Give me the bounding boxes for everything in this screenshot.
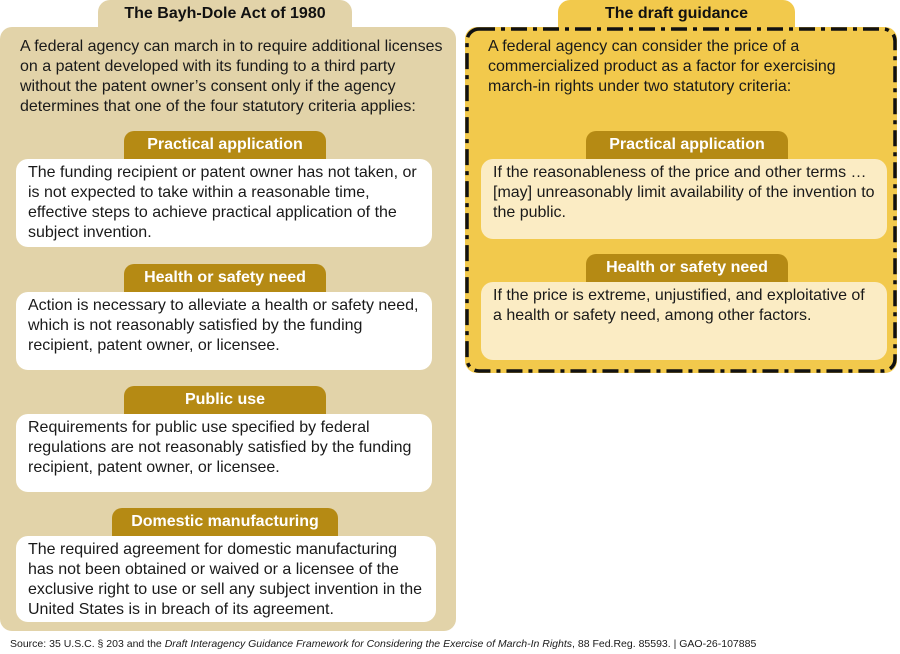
source-prefix: Source: 35 U.S.C. § 203 and the bbox=[10, 638, 165, 650]
draft-guidance-title-tab bbox=[558, 0, 795, 28]
bayh-dole-label-health-safety: Health or safety need bbox=[124, 264, 326, 292]
bayh-dole-title: The Bayh-Dole Act of 1980 bbox=[124, 5, 326, 22]
bayh-dole-text-public-use: Requirements for public use specified by federal regulations are not reasonably satisfied by the funding recipient, patent owner, or licensee. bbox=[16, 414, 432, 492]
bayh-dole-title-tab bbox=[98, 0, 352, 28]
bayh-dole-text-practical-application: The funding recipient or patent owner has not taken, or is not expected to take within a reasonable time, effective steps to achieve practical application of the subject invention. bbox=[16, 159, 432, 247]
bayh-dole-text-health-safety: Action is necessary to alleviate a health or safety need, which is not reasonably satisfied by the funding recipient, patent owner, or licensee. bbox=[16, 292, 432, 370]
bayh-dole-label-public-use: Public use bbox=[124, 386, 326, 414]
draft-guidance-label-health-safety: Health or safety need bbox=[586, 254, 788, 282]
bayh-dole-text-domestic-manufacturing: The required agreement for domestic manufacturing has not been obtained or waived or a licensee of the exclusive right to use or sell any subject invention in the United States is in breach of its agreement. bbox=[16, 536, 436, 622]
draft-guidance-title: The draft guidance bbox=[604, 5, 749, 22]
bayh-dole-label-domestic-manufacturing: Domestic manufacturing bbox=[112, 508, 338, 536]
source-suffix: , 88 Fed.Reg. 85593. | GAO-26-107885 bbox=[572, 638, 757, 650]
source-note bbox=[10, 638, 756, 650]
bayh-dole-label-practical-application: Practical application bbox=[124, 131, 326, 159]
draft-guidance-intro: A federal agency can consider the price of a commercialized product as a factor for exercising march-in rights under two statutory criteria: bbox=[488, 38, 836, 95]
bayh-dole-intro: A federal agency can march in to require additional licenses on a patent developed with its funding to a third party without the patent owner’s consent only if the agency determines that one of the four statutory criteria applies: bbox=[20, 38, 443, 115]
draft-guidance-text-health-safety: If the price is extreme, unjustified, and exploitative of a health or safety need, among other factors. bbox=[481, 282, 887, 360]
draft-guidance-label-practical-application: Practical application bbox=[586, 131, 788, 159]
source-title: Draft Interagency Guidance Framework for Considering the Exercise of March-In Rights bbox=[164, 638, 573, 650]
draft-guidance-text-practical-application: If the reasonableness of the price and other terms … [may] unreasonably limit availability of the invention to the public. bbox=[481, 159, 887, 239]
